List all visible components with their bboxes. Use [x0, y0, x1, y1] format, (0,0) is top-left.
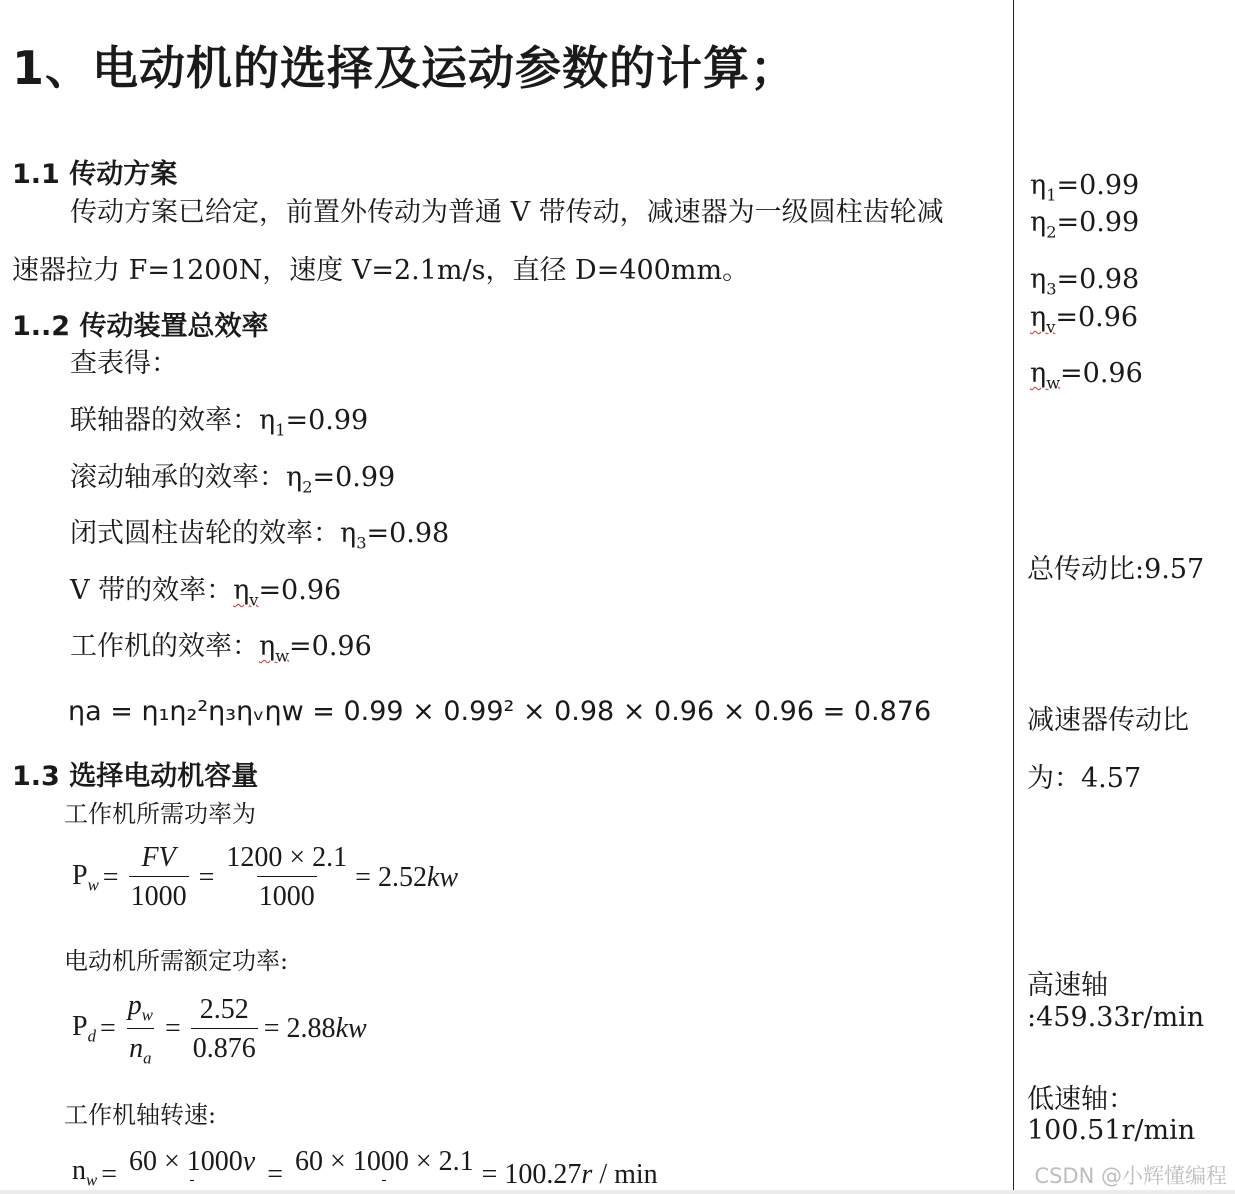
efficiency-value: =0.98 — [366, 518, 450, 549]
sidebar-high-speed-line2: :459.33r/min — [1027, 1002, 1205, 1033]
fraction-numerator: 1200 × 2.1 — [226, 842, 348, 873]
pd-lhs: $P_d$ — [72, 1011, 96, 1046]
nw-formula: $n_w$ = 60 × 1000v = 60 × 1000 × 2.1 = 100.27r / min — [72, 1146, 658, 1190]
lookup-label: 查表得： — [70, 348, 178, 379]
efficiency-value: =0.99 — [312, 462, 396, 493]
sidebar-low-speed-line1: 低速轴： — [1027, 1084, 1135, 1115]
pd-unit: kw — [335, 1013, 367, 1045]
fraction-numerator: 2.52 — [199, 993, 249, 1025]
eta-symbol: η — [286, 462, 303, 493]
shaft-speed-label: 工作机轴转速: — [64, 1101, 217, 1129]
nw-lhs: $n_w$ — [72, 1155, 98, 1190]
fraction-denominator: $n_a$ — [127, 1028, 153, 1069]
formula-symbols: = η₁η₂²η₃ηᵥηw — [110, 696, 304, 727]
efficiency-item-bearing — [70, 455, 395, 496]
efficiency-value: =0.96 — [258, 575, 342, 606]
fraction-denominator — [382, 1180, 386, 1191]
csdn-watermark: CSDN @小辉懂编程 — [1034, 1164, 1227, 1188]
eta-symbol: η — [340, 518, 357, 549]
nw-result: = 100.27r / min — [481, 1159, 658, 1190]
eta-subscript: 3 — [356, 533, 367, 553]
section-1-1-para-line2: 速器拉力 F=1200N，速度 V=2.1m/s，直径 D=400mm。 — [12, 255, 750, 286]
efficiency-item-gear — [70, 511, 449, 552]
efficiency-label: 滚动轴承的效率： — [70, 462, 286, 493]
sidebar-eta-1: $\eta_1=0.99$ — [1030, 170, 1140, 205]
total-efficiency-formula — [68, 696, 931, 727]
motor-power-label: 电动机所需额定功率: — [64, 947, 289, 975]
sidebar-low-speed-line2: 100.51r/min — [1027, 1115, 1196, 1146]
page-title: 1、电动机的选择及运动参数的计算； — [12, 41, 798, 95]
fraction-numerator: 60 × 1000 × 2.1 — [295, 1146, 474, 1177]
efficiency-value: =0.99 — [285, 405, 369, 436]
fraction-denominator: 0.876 — [191, 1028, 258, 1065]
efficiency-label: 闭式圆柱齿轮的效率： — [70, 518, 340, 549]
fraction-numerator: $p_w$ — [127, 990, 153, 1025]
sidebar-eta-w: $\eta_w=0.96$ — [1030, 358, 1143, 393]
efficiency-item-vbelt — [70, 568, 341, 609]
eta-subscript: 2 — [302, 477, 313, 497]
efficiency-label: 联轴器的效率： — [70, 405, 259, 436]
eta-symbol: η — [259, 631, 276, 662]
pw-formula: $P_w$ = $\frac{FV}{1000}$ = $\frac{1200 \times 2.1}{1000}$ = 2.52 kw — [72, 842, 459, 912]
work-power-label: 工作机所需功率为 — [64, 800, 256, 828]
fraction-numerator: FV — [141, 842, 176, 873]
section-1-2-heading: 1..2 传动装置总效率 — [12, 311, 269, 342]
eta-subscript: 1 — [275, 420, 286, 440]
column-divider — [1013, 0, 1014, 1194]
section-1-3-heading: 1.3 选择电动机容量 — [12, 761, 259, 792]
pd-result: = 2.88 — [263, 1013, 336, 1045]
efficiency-value: =0.96 — [289, 631, 372, 662]
eta-symbol: η — [259, 405, 276, 436]
eta-symbol-spellcheck — [233, 575, 259, 610]
nw-fraction-numeric — [293, 1146, 476, 1191]
sidebar-eta-2: $\eta_2=0.99$ — [1030, 207, 1140, 242]
fraction-denominator: 1000 — [129, 876, 189, 913]
eta-subscript: v — [249, 590, 259, 610]
sidebar-reducer-ratio-line2: 为：4.57 — [1027, 763, 1142, 794]
sidebar-total-ratio: 总传动比:9.57 — [1027, 554, 1205, 585]
formula-lhs: ηa — [68, 696, 102, 727]
nw-fraction-symbolic — [127, 1146, 257, 1191]
section-1-1-para-line1: 传动方案已给定，前置外传动为普通 V 带传动，减速器为一级圆柱齿轮减 — [70, 197, 944, 228]
sidebar-eta-3: $\eta_3=0.98$ — [1030, 264, 1140, 299]
fraction-numerator: 60 × 1000v — [129, 1146, 256, 1177]
efficiency-item-workmachine — [70, 624, 372, 665]
efficiency-label: 工作机的效率： — [70, 631, 259, 662]
pd-fraction-numeric — [191, 994, 258, 1065]
sidebar-high-speed-line1: 高速轴 — [1027, 970, 1108, 1001]
pd-fraction-symbolic — [126, 990, 155, 1068]
pd-formula: $P_d$ = $\frac{p_w}{n_a}$ = $\frac{2.52}{0.876}$ = 2.88 kw — [72, 990, 367, 1068]
fraction-denominator — [190, 1180, 194, 1191]
section-1-1-heading: 1.1 传动方案 — [12, 159, 178, 190]
formula-values: = 0.99 × 0.99² × 0.98 × 0.96 × 0.96 = 0.876 — [312, 696, 932, 727]
pw-fraction-numeric — [224, 842, 349, 913]
eta-subscript: w — [275, 646, 290, 666]
pw-fraction-symbolic — [129, 842, 189, 913]
efficiency-label: V 带的效率： — [70, 575, 234, 606]
pw-unit: kw — [426, 861, 459, 893]
eta-symbol: η — [233, 575, 250, 606]
fraction-denominator: 1000 — [257, 876, 317, 913]
pw-result: = 2.52 — [355, 861, 427, 893]
eta-symbol-spellcheck — [259, 631, 290, 666]
sidebar-eta-v: $\eta_v=0.96$ — [1030, 302, 1139, 337]
efficiency-item-coupling — [70, 398, 368, 439]
sidebar-reducer-ratio-line1: 减速器传动比 — [1027, 705, 1189, 736]
pw-lhs: $P_w$ — [72, 859, 99, 895]
